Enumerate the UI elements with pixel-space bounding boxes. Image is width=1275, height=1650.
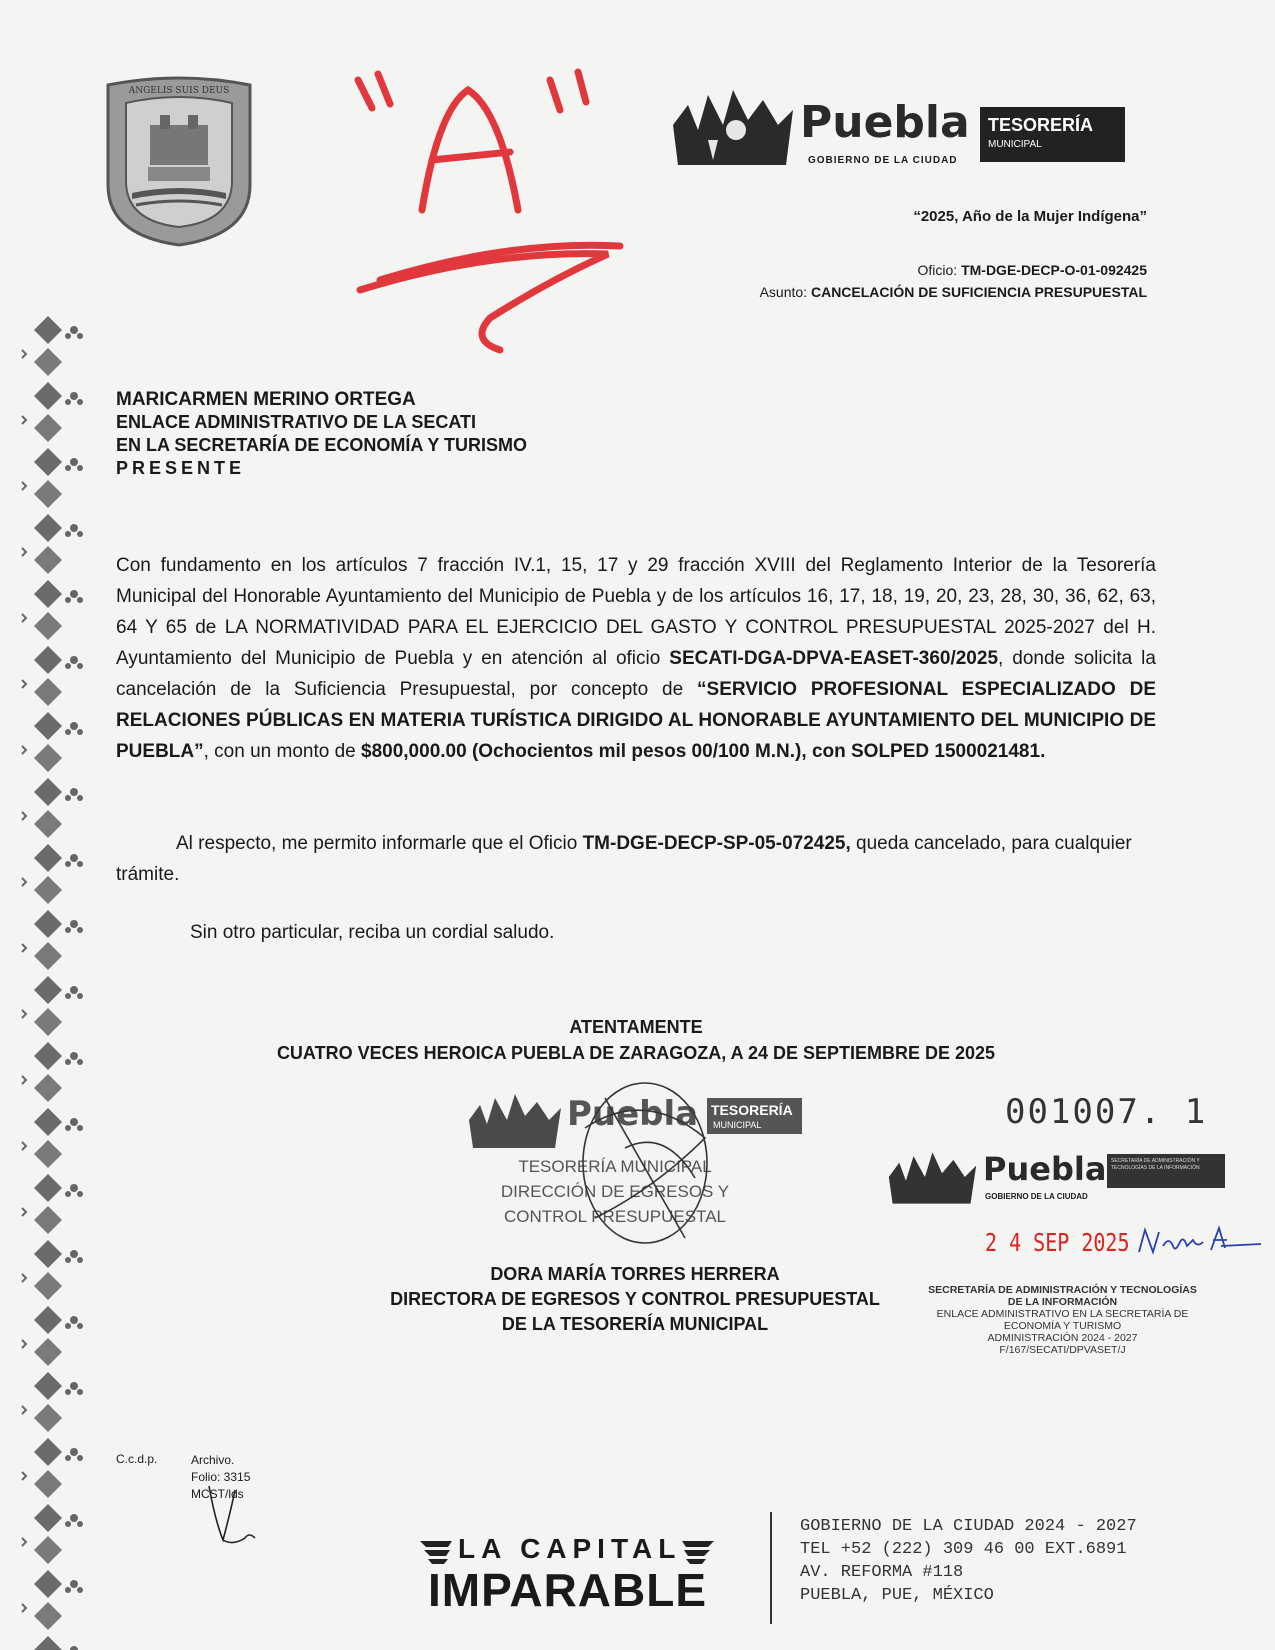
handwritten-red-mark <box>350 50 680 360</box>
svg-text:ANGELIS SUIS DEUS: ANGELIS SUIS DEUS <box>128 86 230 96</box>
office-line: DE LA INFORMACIÓN <box>1007 1296 1118 1308</box>
signer-office: DE LA TESORERÍA MUNICIPAL <box>501 1314 769 1334</box>
signer-title: DIRECTORA DE EGRESOS Y CONTROL PRESUPUESTAL <box>390 1289 880 1309</box>
addressee-title: ENLACE ADMINISTRATIVO DE LA SECATI <box>116 412 476 432</box>
receipt-folio-number: 001007. 1 <box>1005 1092 1208 1132</box>
oficio-line <box>917 262 1147 278</box>
footer-city: PUEBLA, PUE, MÉXICO <box>800 1586 994 1605</box>
office-line: F/167/SECATI/DPVASET/J <box>999 1344 1126 1356</box>
signer-name: DORA MARÍA TORRES HERRERA <box>490 1264 780 1284</box>
addressee-department: EN LA SECRETARÍA DE ECONOMÍA Y TURISMO <box>116 435 528 455</box>
puebla-emblem-icon <box>885 1148 980 1206</box>
body-paragraph-2 <box>116 828 1136 890</box>
footer-divider <box>770 1512 772 1624</box>
service-concept: “SERVICIO PROFESIONAL ESPECIALIZADO DE RELACIONES PÚBLICAS EN MATERIA TURÍSTICA DIRIGIDO AL HONORABLE AYUNTAMIENTO DEL MUNICIPIO DE PUEBLA” <box>116 679 1156 762</box>
text-run: Con fundamento en los artículos 7 fracción IV.1, 15, 17 y 29 fracción XVIII del Reglamento Interior de la Tesorería Municipal del Honorable Ayuntamiento del Municipio de Puebla y de los artículos 16, 17, 18, 19, 20, 23, 28, 30, 36, 62, 63, 64 Y 65 de LA NORMATIVIDAD PARA EL EJERCICIO DEL GASTO Y CONTROL PRESUPUESTAL 2025-2027 del H. Ayuntamiento del Municipio de Puebla y en atención al oficio <box>116 555 1156 669</box>
cancelled-oficio: TM-DGE-DECP-SP-05-072425, <box>582 833 851 854</box>
oficio-number: TM-DGE-DECP-O-01-092425 <box>961 262 1147 278</box>
asunto-label: Asunto: <box>759 284 811 300</box>
initials-signature <box>205 1480 265 1550</box>
text-run: Al respecto, me permito informarle que el Oficio <box>176 833 583 854</box>
puebla-emblem-icon <box>465 1090 565 1150</box>
reference-oficio: SECATI-DGA-DPVA-EASET-360/2025 <box>669 648 999 669</box>
stamp-line: CONTROL PRESUPUESTAL <box>504 1207 726 1226</box>
footer-phone: TEL +52 (222) 309 46 00 EXT.6891 <box>800 1540 1127 1559</box>
closing-salutation: Sin otro particular, reciba un cordial saludo. <box>190 922 555 943</box>
atentamente: ATENTAMENTE <box>569 1017 703 1037</box>
receiving-office-block <box>910 1284 1215 1356</box>
sign-off-block <box>116 1014 1156 1066</box>
city-seal-logo <box>100 75 258 247</box>
ccp-line: Archivo. <box>191 1453 235 1467</box>
stamp-tag-sub: MUNICIPAL <box>713 1120 762 1130</box>
stamp-line: DIRECCIÓN DE EGRESOS Y <box>500 1182 730 1201</box>
amount: $800,000.00 (Ochocientos mil pesos 00/100 M.N.), con SOLPED 1500021481. <box>361 741 1046 762</box>
logo-tag-main: TESORERÍA <box>988 115 1094 135</box>
ccp-line: MCST/lds <box>191 1487 244 1501</box>
place-date: CUATRO VECES HEROICA PUEBLA DE ZARAGOZA, A 24 DE SEPTIEMBRE DE 2025 <box>276 1043 996 1063</box>
footer-address: AV. REFORMA #118 <box>800 1563 964 1582</box>
asunto-line <box>760 284 1147 300</box>
oficio-label: Oficio: <box>917 262 962 278</box>
text-run: , con un monto de <box>203 741 362 762</box>
office-line: SECRETARÍA DE ADMINISTRACIÓN Y TECNOLOGÍAS <box>928 1284 1197 1296</box>
brand-line-1: LA CAPITAL <box>458 1533 682 1564</box>
addressee-name: MARICARMEN MERINO ORTEGA <box>116 389 416 410</box>
office-line: ENLACE ADMINISTRATIVO EN LA SECRETARÍA DE <box>936 1308 1189 1320</box>
logo-tag <box>980 107 1125 162</box>
addressee-block <box>116 388 527 480</box>
ccp-line: Folio: 3315 <box>191 1470 251 1484</box>
footer-contact <box>800 1515 1137 1607</box>
received-date-stamp: 2 4 SEP 2025 <box>985 1228 1130 1257</box>
office-line: ECONOMÍA Y TURISMO <box>1003 1320 1122 1332</box>
stamp-logo-word: Puebla <box>567 1094 699 1134</box>
logo-subline: GOBIERNO DE LA CIUDAD <box>808 155 958 166</box>
asunto-value: CANCELACIÓN DE SUFICIENCIA PRESUPUESTAL <box>810 284 1147 300</box>
signature-scribble <box>565 1068 725 1258</box>
receipt-logo-word: Puebla <box>983 1150 1107 1188</box>
office-line: ADMINISTRACIÓN 2024 - 2027 <box>987 1332 1138 1344</box>
receiver-signature <box>1135 1222 1265 1262</box>
receipt-logo-sub: GOBIERNO DE LA CIUDAD <box>985 1192 1088 1201</box>
stamp-line: TESORERÍA MUNICIPAL <box>518 1157 712 1176</box>
body-paragraph-1 <box>116 550 1156 767</box>
wing-left-icon <box>418 1537 454 1565</box>
brand-line-2: IMPARABLE <box>428 1564 708 1616</box>
decorative-border <box>18 310 88 1650</box>
footer-line: GOBIERNO DE LA CIUDAD 2024 - 2027 <box>800 1517 1137 1536</box>
ccp-label: C.c.d.p. <box>116 1452 158 1466</box>
text-run: queda cancelado, para cualquier trámite. <box>116 833 1132 885</box>
addressee-presente: PRESENTE <box>116 458 246 478</box>
logo-tag-sub: MUNICIPAL <box>988 139 1042 150</box>
puebla-emblem-icon <box>668 85 798 170</box>
treasury-stamp <box>465 1078 825 1278</box>
text-run: , donde solicita la cancelación de la Suficiencia Presupuestal, por concepto de <box>116 648 1156 700</box>
wing-right-icon <box>680 1537 716 1565</box>
stamp-tag-main: TESORERÍA <box>711 1102 793 1118</box>
receipt-logo-tag: SECRETARÍA DE ADMINISTRACIÓN Y TECNOLOGÍAS DE LA INFORMACIÓN <box>1107 1154 1225 1188</box>
receipt-stamp-logo <box>885 1140 1230 1215</box>
signer-block <box>365 1262 905 1337</box>
tesoreria-logo <box>668 85 1138 180</box>
logo-word: Puebla <box>800 97 970 148</box>
la-capital-imparable-logo <box>418 1533 728 1623</box>
year-motto: “2025, Año de la Mujer Indígena” <box>913 208 1147 225</box>
